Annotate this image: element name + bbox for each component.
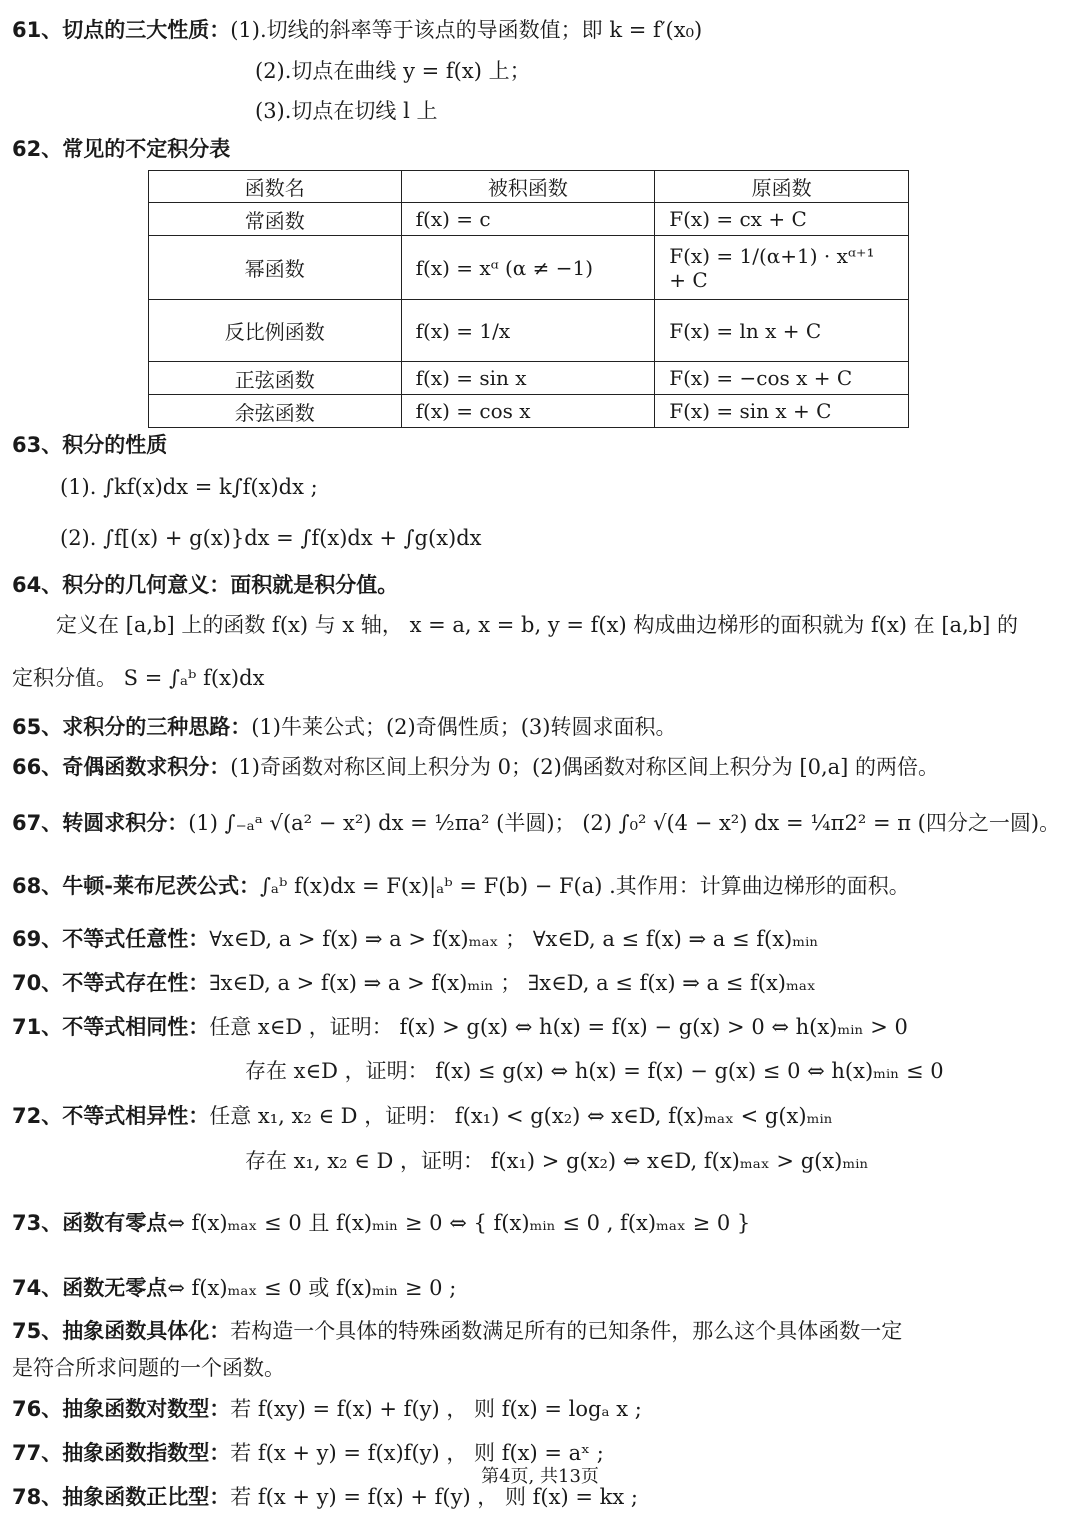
table-row <box>149 300 909 362</box>
item-75: 75、抽象函数具体化：若构造一个具体的特殊函数满足所有的已知条件，那么这个具体函数一定 <box>12 1319 903 1343</box>
table-cell: f(x) = sin x <box>401 362 655 395</box>
table-cell: f(x) = 1/x <box>401 300 655 362</box>
item-68: 68、牛顿-莱布尼茨公式：∫ₐᵇ f(x)dx = F(x)|ₐᵇ = F(b) − F(a) .其作用：计算曲边梯形的面积。 <box>12 874 910 898</box>
item-77: 77、抽象函数指数型：若 f(x + y) = f(x)f(y) ， 则 f(x) = aˣ ; <box>12 1441 604 1465</box>
table-cell: 幂函数 <box>149 236 402 300</box>
table-header: 被积函数 <box>401 171 655 203</box>
item-72-sub: 存在 x₁, x₂ ∈ D ，证明： f(x₁) > g(x₂) ⇔ x∈D, f(x)ₘₐₓ > g(x)ₘᵢₙ <box>245 1149 869 1173</box>
table-cell: f(x) = c <box>401 203 655 236</box>
table-row <box>149 236 909 300</box>
item-75-body: 是符合所求问题的一个函数。 <box>12 1356 285 1380</box>
item-67: 67、转圆求积分：(1) ∫₋ₐᵃ √(a² − x²) dx = ½πa² (半圆)； (2) ∫₀² √(4 − x²) dx = ¼π2² = π (四分之一圆)。 <box>12 811 1061 835</box>
table-header: 原函数 <box>655 171 909 203</box>
table-header-row <box>149 171 909 203</box>
item-76: 76、抽象函数对数型：若 f(xy) = f(x) + f(y) ， 则 f(x) = logₐ x ; <box>12 1397 642 1421</box>
item-69: 69、不等式任意性：∀x∈D, a > f(x) ⇒ a > f(x)ₘₐₓ ； ∀x∈D, a ≤ f(x) ⇒ a ≤ f(x)ₘᵢₙ <box>12 927 819 951</box>
item-62: 62、常见的不定积分表 <box>12 137 231 161</box>
table-cell: F(x) = 1/(α+1) · xᵅ⁺¹ + C <box>655 236 909 300</box>
table-row <box>149 362 909 395</box>
item-64-body: 定义在 [a,b] 上的函数 f(x) 与 x 轴， x = a, x = b, y = f(x) 构成曲边梯形的面积就为 f(x) 在 [a,b] 的 <box>56 613 1019 637</box>
item-63-sub2: (2). ∫f[(x) + g(x)}dx = ∫f(x)dx + ∫g(x)dx <box>60 526 482 550</box>
integral-table <box>148 170 909 428</box>
table-cell: F(x) = −cos x + C <box>655 362 909 395</box>
table-cell: f(x) = xᵅ (α ≠ −1) <box>401 236 655 300</box>
table-cell: f(x) = cos x <box>401 395 655 428</box>
item-64: 64、积分的几何意义：面积就是积分值。 <box>12 573 399 597</box>
table-row <box>149 395 909 428</box>
item-78: 78、抽象函数正比型：若 f(x + y) = f(x) + f(y) ， 则 f(x) = kx ; <box>12 1485 638 1509</box>
item-61-sub3: (3).切点在切线 l 上 <box>255 99 438 123</box>
item-71: 71、不等式相同性：任意 x∈D ，证明： f(x) > g(x) ⇔ h(x) = f(x) − g(x) > 0 ⇔ h(x)ₘᵢₙ > 0 <box>12 1015 908 1039</box>
item-63: 63、积分的性质 <box>12 433 168 457</box>
table-cell: 余弦函数 <box>149 395 402 428</box>
item-61-sub2: (2).切点在曲线 y = f(x) 上； <box>255 59 531 83</box>
table-cell: 正弦函数 <box>149 362 402 395</box>
table-cell: F(x) = cx + C <box>655 203 909 236</box>
item-72: 72、不等式相异性：任意 x₁, x₂ ∈ D ，证明： f(x₁) < g(x₂) ⇔ x∈D, f(x)ₘₐₓ < g(x)ₘᵢₙ <box>12 1104 833 1128</box>
table-cell: F(x) = ln x + C <box>655 300 909 362</box>
table-cell: 常函数 <box>149 203 402 236</box>
table-cell: F(x) = sin x + C <box>655 395 909 428</box>
table-row <box>149 203 909 236</box>
item-64-body2: 定积分值。 S = ∫ₐᵇ f(x)dx <box>12 666 265 690</box>
item-63-sub1: (1). ∫kf(x)dx = k∫f(x)dx ; <box>60 475 318 499</box>
item-71-sub: 存在 x∈D ，证明： f(x) ≤ g(x) ⇔ h(x) = f(x) − g(x) ≤ 0 ⇔ h(x)ₘᵢₙ ≤ 0 <box>245 1059 944 1083</box>
item-74: 74、函数无零点⇔ f(x)ₘₐₓ ≤ 0 或 f(x)ₘᵢₙ ≥ 0 ; <box>12 1276 457 1300</box>
item-73: 73、函数有零点⇔ f(x)ₘₐₓ ≤ 0 且 f(x)ₘᵢₙ ≥ 0 ⇔ { f(x)ₘᵢₙ ≤ 0 , f(x)ₘₐₓ ≥ 0 } <box>12 1211 751 1235</box>
page-footer: 第4页, 共13页 <box>481 1466 599 1487</box>
table-cell: 反比例函数 <box>149 300 402 362</box>
item-70: 70、不等式存在性：∃x∈D, a > f(x) ⇒ a > f(x)ₘᵢₙ ； ∃x∈D, a ≤ f(x) ⇒ a ≤ f(x)ₘₐₓ <box>12 971 816 995</box>
item-66: 66、奇偶函数求积分：(1)奇函数对称区间上积分为 0；(2)偶函数对称区间上积分为 [0,a] 的两倍。 <box>12 755 940 779</box>
item-61: 61、切点的三大性质：(1).切线的斜率等于该点的导函数值；即 k = f′(x₀) <box>12 18 703 42</box>
table-header: 函数名 <box>149 171 402 203</box>
item-65: 65、求积分的三种思路：(1)牛莱公式；(2)奇偶性质；(3)转圆求面积。 <box>12 715 677 739</box>
